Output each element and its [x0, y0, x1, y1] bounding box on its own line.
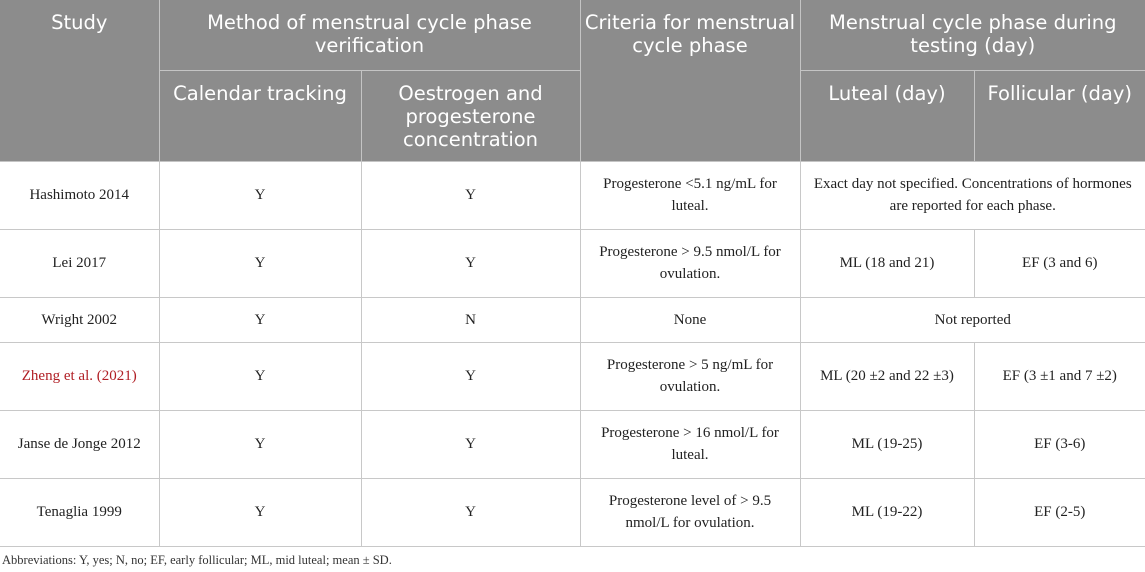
- cell-hormones: N: [361, 297, 580, 342]
- cell-criteria: Progesterone > 9.5 nmol/L for ovulation.: [580, 229, 800, 297]
- header-criteria: Criteria for menstrual cycle phase: [580, 0, 800, 161]
- cell-hormones: Y: [361, 229, 580, 297]
- cell-hormones: Y: [361, 478, 580, 546]
- cell-follicular: EF (3-6): [974, 410, 1145, 478]
- table-body: [0, 161, 1145, 546]
- table-header: [0, 0, 1145, 161]
- table-row: [0, 342, 1145, 410]
- study-reference-link[interactable]: Zheng et al. (2021): [0, 342, 159, 410]
- cell-study: Tenaglia 1999: [0, 478, 159, 546]
- cell-study: Janse de Jonge 2012: [0, 410, 159, 478]
- cell-criteria: Progesterone > 5 ng/mL for ovulation.: [580, 342, 800, 410]
- cell-phase-note: Exact day not specified. Concentrations of hormones are reported for each phase.: [800, 161, 1145, 229]
- cell-calendar: Y: [159, 478, 361, 546]
- header-hormones: Oestrogen and progesterone concentration: [361, 70, 580, 161]
- cell-follicular: EF (3 ±1 and 7 ±2): [974, 342, 1145, 410]
- table-row: [0, 297, 1145, 342]
- cell-study: Hashimoto 2014: [0, 161, 159, 229]
- table-row: [0, 229, 1145, 297]
- cell-criteria: None: [580, 297, 800, 342]
- cell-criteria: Progesterone <5.1 ng/mL for luteal.: [580, 161, 800, 229]
- header-luteal: Luteal (day): [800, 70, 974, 161]
- header-follicular: Follicular (day): [974, 70, 1145, 161]
- cell-calendar: Y: [159, 161, 361, 229]
- cell-calendar: Y: [159, 297, 361, 342]
- cell-luteal: ML (19-25): [800, 410, 974, 478]
- cell-calendar: Y: [159, 229, 361, 297]
- table-row: [0, 478, 1145, 546]
- cell-hormones: Y: [361, 342, 580, 410]
- cell-study: Lei 2017: [0, 229, 159, 297]
- cell-hormones: Y: [361, 410, 580, 478]
- table-row: [0, 410, 1145, 478]
- cell-calendar: Y: [159, 410, 361, 478]
- cell-follicular: EF (2-5): [974, 478, 1145, 546]
- cell-luteal: ML (18 and 21): [800, 229, 974, 297]
- table-footnote: Abbreviations: Y, yes; N, no; EF, early follicular; ML, mid luteal; mean ± SD.: [2, 553, 392, 567]
- cell-criteria: Progesterone > 16 nmol/L for luteal.: [580, 410, 800, 478]
- cell-study: Wright 2002: [0, 297, 159, 342]
- cell-criteria: Progesterone level of > 9.5 nmol/L for ovulation.: [580, 478, 800, 546]
- header-calendar: Calendar tracking: [159, 70, 361, 161]
- header-phase-testing: Menstrual cycle phase during testing (day): [800, 0, 1145, 70]
- header-method: Method of menstrual cycle phase verification: [159, 0, 580, 70]
- cell-luteal: ML (20 ±2 and 22 ±3): [800, 342, 974, 410]
- cell-hormones: Y: [361, 161, 580, 229]
- header-study: Study: [0, 0, 159, 161]
- cell-calendar: Y: [159, 342, 361, 410]
- table-row: [0, 161, 1145, 229]
- cell-phase-note: Not reported: [800, 297, 1145, 342]
- cell-follicular: EF (3 and 6): [974, 229, 1145, 297]
- cell-luteal: ML (19-22): [800, 478, 974, 546]
